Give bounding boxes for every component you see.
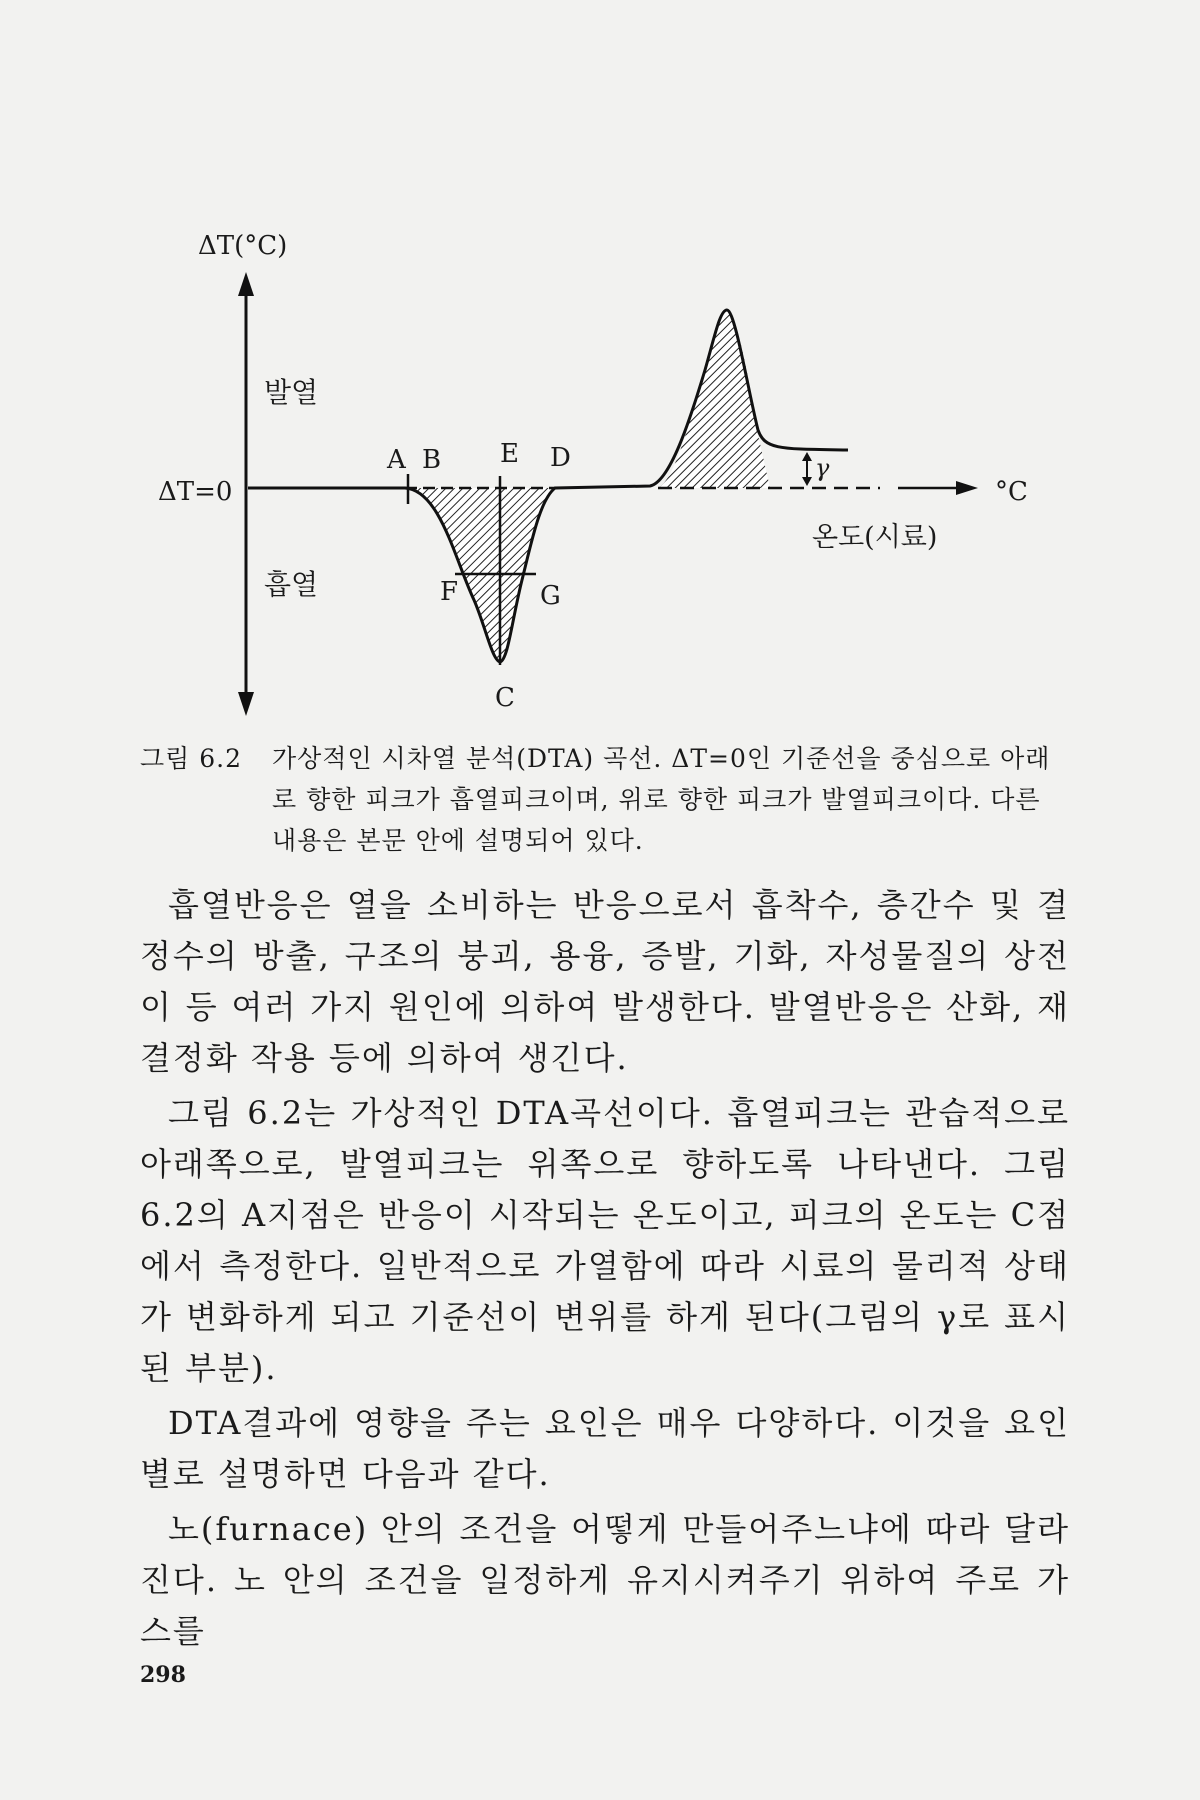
x-axis-label: 온도(시료): [812, 522, 938, 553]
figure-caption-text: 가상적인 시차열 분석(DTA) 곡선. ΔT=0인 기준선을 중심으로 아래로 향한 피크가 흡열피크이며, 위로 향한 피크가 발열피크이다. 다른 내용은 본문 안에 설명되어 있다.: [272, 744, 1051, 855]
body-text: [140, 880, 1070, 1661]
point-c-label: C: [495, 683, 515, 713]
paragraph: 그림 6.2는 가상적인 DTA곡선이다. 흡열피크는 관습적으로 아래쪽으로, 발열피크는 위쪽으로 향하도록 나타낸다. 그림 6.2의 A지점은 반응이 시작되는 온도이고, 피크의 온도는 C점에서 측정한다. 일반적으로 가열함에 따라 시료의 물리적 상태가 변화하게 되고 기준선이 변위를 하게 된다(그림의 γ로 표시된 부분).: [140, 1094, 1070, 1387]
paragraph: 노(furnace) 안의 조건을 어떻게 만들어주느냐에 따라 달라진다. 노 안의 조건을 일정하게 유지시켜주기 위하여 주로 가스를: [140, 1510, 1070, 1650]
baseline-label: ΔT=0: [158, 477, 233, 507]
point-b-label: B: [422, 445, 442, 475]
gamma-arrow-up: [802, 452, 812, 461]
figure-caption-label: 그림 6.2: [140, 744, 243, 773]
gamma-arrow-down: [802, 477, 812, 486]
figure-caption: [140, 738, 1070, 861]
page-number: 298: [140, 1662, 186, 1688]
y-axis-arrow-down: [238, 692, 254, 716]
point-f-label: F: [440, 577, 459, 607]
gamma-label: γ: [815, 454, 830, 482]
y-axis-arrow-up: [238, 272, 254, 296]
paragraph: 흡열반응은 열을 소비하는 반응으로서 흡착수, 층간수 및 결정수의 방출, 구조의 붕괴, 용융, 증발, 기화, 자성물질의 상전이 등 여러 가지 원인에 의하여 발생한다. 발열반응은 산화, 재결정화 작용 등에 의하여 생긴다.: [140, 886, 1070, 1077]
point-e-label: E: [500, 439, 519, 469]
exothermic-label: 발열: [264, 376, 319, 409]
y-axis-label: ΔT(°C): [198, 231, 288, 261]
x-axis-arrowhead: [956, 481, 978, 495]
point-d-label: D: [550, 443, 571, 473]
dta-curve-figure: [0, 0, 1200, 730]
x-unit-label: °C: [995, 477, 1028, 507]
paragraph: DTA결과에 영향을 주는 요인은 매우 다양하다. 이것을 요인별로 설명하면 다음과 같다.: [140, 1404, 1070, 1493]
endothermic-label: 흡열: [264, 568, 319, 601]
point-g-label: G: [540, 581, 561, 611]
point-a-label: A: [387, 445, 406, 475]
